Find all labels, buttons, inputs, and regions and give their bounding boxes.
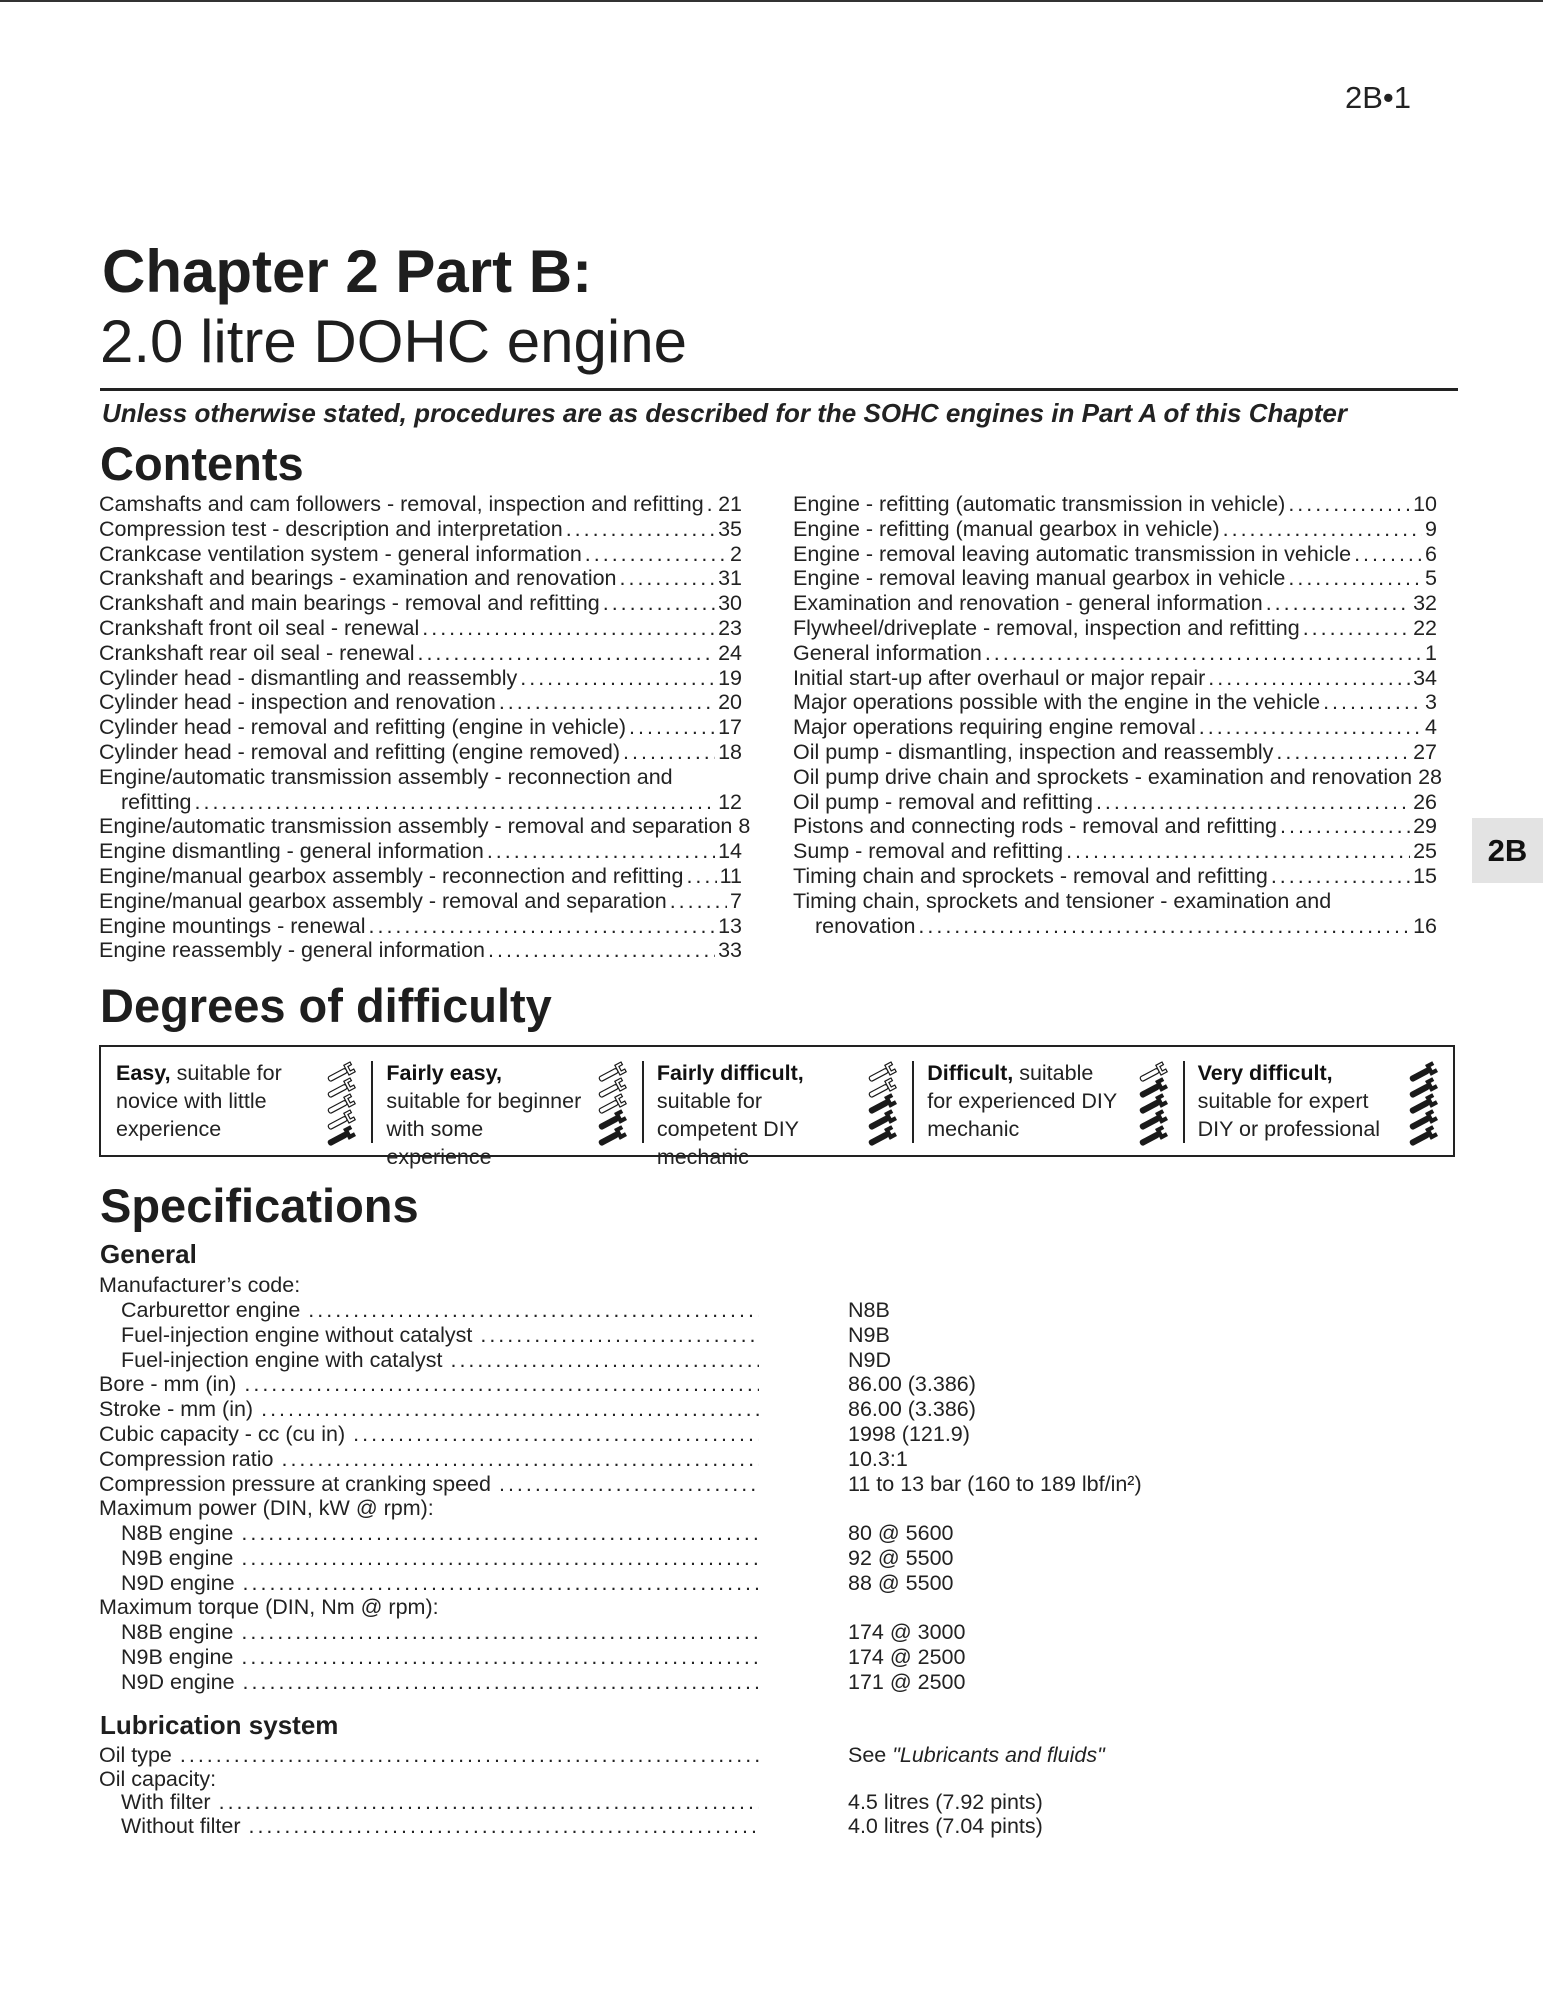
- toc-entry-text: Major operations requiring engine removal: [793, 715, 1196, 740]
- spec-value: 86.00 (3.386): [848, 1372, 976, 1396]
- spec-label: N9B engine: [121, 1546, 234, 1570]
- toc-entry: [793, 690, 1437, 715]
- toc-entry-text: Engine/automatic transmission assembly - removal and separation: [99, 814, 733, 839]
- toc-page-number: 5: [1425, 566, 1437, 591]
- toc-page-number: 9: [1425, 516, 1437, 541]
- dot-leader: [1066, 839, 1410, 864]
- toc-entry-continuation: [99, 790, 742, 815]
- dot-leader: [1323, 690, 1422, 715]
- toc-entry-text: renovation: [815, 913, 916, 938]
- toc-entry: [99, 591, 742, 616]
- spec-value: 92 @ 5500: [848, 1546, 954, 1570]
- toc-entry-text: Oil pump - dismantling, inspection and reassembly: [793, 739, 1274, 764]
- toc-entry: [793, 764, 1442, 790]
- difficulty-level-description: suitable for novice with little experience: [116, 1061, 282, 1141]
- dot-leader: [487, 839, 715, 864]
- toc-entry: Timing chain, sprockets and tensioner - examination and: [793, 888, 1332, 913]
- spec-compression-ratio: [99, 1447, 759, 1472]
- spanner-rating-icon: [594, 1061, 628, 1147]
- toc-entry: [99, 914, 742, 939]
- difficulty-level-description: suitable for beginner with some experience: [386, 1089, 582, 1169]
- dot-leader: [603, 591, 715, 616]
- contents-list-left: [99, 492, 751, 963]
- toc-page-number: 26: [1413, 789, 1437, 814]
- toc-entry: [99, 666, 742, 691]
- specifications-heading: Specifications: [100, 1179, 419, 1232]
- toc-page-number: 33: [718, 938, 742, 963]
- toc-entry: [99, 938, 742, 963]
- dot-leader: [670, 889, 727, 914]
- toc-entry: [99, 517, 742, 542]
- toc-page-number: 7: [730, 888, 742, 913]
- spec-with-filter: [121, 1790, 759, 1815]
- toc-entry: [99, 566, 742, 591]
- toc-entry: [793, 715, 1437, 740]
- spanner-rating-icon: [323, 1061, 357, 1147]
- spec-value: 80 @ 5600: [848, 1521, 954, 1545]
- toc-page-number: 24: [718, 640, 742, 665]
- difficulty-level: [371, 1047, 641, 1169]
- spec-value: N9B: [848, 1323, 890, 1347]
- toc-entry: [793, 616, 1437, 641]
- spec-oil-capacity: [99, 1767, 759, 1792]
- dot-leader: [1276, 740, 1410, 765]
- toc-entry: [99, 864, 742, 889]
- spec-cubic-capacity: [99, 1422, 759, 1447]
- spec-label: Manufacturer’s code:: [99, 1273, 301, 1297]
- dot-leader: [1288, 566, 1422, 591]
- dot-leader: [629, 715, 715, 740]
- toc-page-number: 1: [1425, 640, 1437, 665]
- difficulty-heading: Degrees of difficulty: [100, 979, 552, 1032]
- dot-leader: [585, 542, 727, 567]
- spec-fi-without-catalyst: [121, 1323, 759, 1348]
- dot-leader: [1280, 814, 1410, 839]
- toc-entry: [793, 740, 1437, 765]
- spec-label: Carburettor engine: [121, 1298, 301, 1322]
- toc-entry: [99, 740, 742, 765]
- toc-entry-text: Camshafts and cam followers - removal, inspection and refitting: [99, 492, 704, 516]
- spec-bore: [99, 1372, 759, 1397]
- toc-page-number: 29: [1413, 814, 1437, 839]
- spec-value-prefix: See: [848, 1743, 893, 1767]
- difficulty-level-name: Fairly easy,: [386, 1061, 502, 1085]
- page-number: 2B•1: [1344, 80, 1411, 115]
- toc-entry: [99, 492, 742, 517]
- toc-entry-text: Engine - removal leaving automatic transmission in vehicle: [793, 541, 1352, 566]
- dot-leader: [620, 566, 716, 591]
- toc-page-number: 31: [718, 566, 742, 591]
- toc-page-number: 19: [718, 665, 742, 690]
- difficulty-level-description: suitable for competent DIY mechanic: [656, 1089, 799, 1169]
- toc-entry: [793, 666, 1437, 691]
- difficulty-level: [912, 1047, 1182, 1155]
- spanner-rating-icon: [1135, 1061, 1169, 1147]
- toc-page-number: 34: [1413, 665, 1437, 690]
- toc-entry-text: Engine - removal leaving manual gearbox in vehicle: [793, 566, 1286, 591]
- lubrication-heading: Lubrication system: [100, 1710, 339, 1740]
- toc-entry-text: Timing chain and sprockets - removal and refitting: [793, 863, 1268, 888]
- spec-value-reference: "Lubricants and fluids": [892, 1743, 1105, 1767]
- toc-page-number: 13: [718, 913, 742, 938]
- toc-entry-text: Pistons and connecting rods - removal and refitting: [793, 814, 1278, 839]
- toc-entry: [99, 715, 742, 740]
- toc-entry-text: Flywheel/driveplate - removal, inspection and refitting: [793, 615, 1300, 640]
- spec-value: 174 @ 2500: [848, 1645, 966, 1669]
- dot-leader: [1223, 517, 1422, 542]
- dot-leader: [422, 616, 715, 641]
- spec-label: N8B engine: [121, 1521, 234, 1545]
- toc-page-number: 32: [1413, 591, 1437, 616]
- spec-label: Fuel-injection engine without catalyst: [121, 1323, 473, 1347]
- toc-entry-text: Engine/manual gearbox assembly - reconnection and refitting: [99, 863, 684, 888]
- spec-value: 88 @ 5500: [848, 1571, 954, 1595]
- spec-label: N8B engine: [121, 1620, 234, 1644]
- spec-label: Compression ratio: [99, 1447, 274, 1471]
- dot-leader: [488, 938, 715, 963]
- toc-entry-text: General information: [793, 640, 982, 665]
- dot-leader: [1288, 492, 1410, 517]
- toc-entry-text: Cylinder head - removal and refitting (engine in vehicle): [99, 715, 627, 740]
- toc-entry-text: Cylinder head - dismantling and reassembly: [99, 665, 518, 690]
- spec-power-n9b: [121, 1546, 759, 1571]
- contents-list-right: [793, 492, 1442, 938]
- dot-leader: [1354, 542, 1422, 567]
- dot-leader: [1199, 715, 1422, 740]
- spec-label: With filter: [121, 1790, 211, 1814]
- toc-entry-text: Engine mountings - renewal: [99, 913, 366, 938]
- toc-entry: [99, 690, 742, 715]
- spec-label: Without filter: [121, 1814, 241, 1838]
- toc-page-number: 6: [1425, 541, 1437, 566]
- toc-entry-text: Crankcase ventilation system - general information: [99, 541, 582, 566]
- spec-value: [848, 1743, 1105, 1768]
- difficulty-level-name: Easy,: [116, 1061, 171, 1085]
- dot-leader: [686, 864, 716, 889]
- spec-value: 86.00 (3.386): [848, 1397, 976, 1421]
- spec-value: 11 to 13 bar (160 to 189 lbf/in²): [848, 1472, 1142, 1496]
- spec-carburettor-engine: [121, 1298, 759, 1323]
- difficulty-scale: [99, 1045, 1455, 1169]
- spec-label: Compression pressure at cranking speed: [99, 1472, 491, 1496]
- toc-entry: [793, 542, 1437, 567]
- spec-without-filter: [121, 1814, 759, 1839]
- toc-page-number: 4: [1425, 715, 1437, 740]
- spec-maximum-power: [99, 1496, 759, 1521]
- toc-entry: [793, 591, 1437, 616]
- intro-note: Unless otherwise stated, procedures are as described for the SOHC engines in Part A of this Chapter: [102, 398, 1347, 428]
- spec-value: N9D: [848, 1348, 892, 1372]
- toc-entry-text: Crankshaft rear oil seal - renewal: [99, 640, 415, 665]
- spec-value: 174 @ 3000: [848, 1620, 966, 1644]
- spec-label: Maximum torque (DIN, Nm @ rpm):: [99, 1595, 439, 1619]
- toc-entry-continuation: [793, 914, 1437, 939]
- toc-entry: [99, 641, 742, 666]
- toc-entry-text: Examination and renovation - general information: [793, 591, 1263, 616]
- toc-page-number: 30: [718, 591, 742, 616]
- dot-leader: [918, 914, 1410, 939]
- spec-power-n9d: [121, 1571, 759, 1596]
- toc-entry: [793, 566, 1437, 591]
- toc-page-number: 18: [718, 739, 742, 764]
- spec-torque-n9b: [121, 1645, 759, 1670]
- toc-entry: [793, 790, 1437, 815]
- toc-page-number: 23: [718, 615, 742, 640]
- spec-fi-with-catalyst: [121, 1348, 759, 1373]
- toc-entry: [99, 616, 742, 641]
- toc-entry-text: Engine reassembly - general information: [99, 938, 486, 963]
- toc-page-number: 2: [730, 541, 742, 566]
- toc-entry-text: Oil pump - removal and refitting: [793, 789, 1093, 814]
- toc-entry-text: Engine/manual gearbox assembly - removal and separation: [99, 888, 667, 913]
- toc-page-number: 27: [1413, 739, 1437, 764]
- chapter-side-tab: 2B: [1472, 818, 1543, 883]
- spec-torque-n9d: [121, 1670, 759, 1695]
- dot-leader: [369, 914, 716, 939]
- dot-leader: [1271, 864, 1410, 889]
- toc-entry-text: Engine dismantling - general information: [99, 839, 484, 864]
- spec-label: Cubic capacity - cc (cu in): [99, 1422, 346, 1446]
- spec-compression-pressure: [99, 1472, 759, 1497]
- toc-entry: [793, 839, 1437, 864]
- spec-value: N8B: [848, 1298, 890, 1322]
- general-heading: General: [100, 1239, 197, 1269]
- toc-entry-text: Crankshaft and bearings - examination and renovation: [99, 566, 617, 591]
- difficulty-level-name: Fairly difficult,: [656, 1061, 804, 1085]
- dot-leader: [707, 492, 715, 517]
- toc-page-number: 21: [718, 492, 742, 516]
- spec-label: Stroke - mm (in): [99, 1397, 254, 1421]
- spec-label: N9D engine: [121, 1571, 235, 1595]
- dot-leader: [623, 740, 715, 765]
- difficulty-level-description: suitable for experienced DIY mechanic: [927, 1061, 1117, 1141]
- toc-page-number: 15: [1413, 863, 1437, 888]
- spec-label: N9D engine: [121, 1670, 235, 1694]
- spec-label: Fuel-injection engine with catalyst: [121, 1348, 443, 1372]
- toc-page-number: 17: [718, 715, 742, 740]
- toc-entry: [99, 814, 751, 839]
- difficulty-level: [1183, 1047, 1453, 1155]
- top-rule: [0, 0, 1543, 2]
- spec-value: 10.3:1: [848, 1447, 908, 1471]
- spec-label: Maximum power (DIN, kW @ rpm):: [99, 1496, 434, 1520]
- spec-value: 171 @ 2500: [848, 1670, 966, 1694]
- toc-entry: [793, 814, 1437, 839]
- toc-entry: [793, 492, 1437, 517]
- difficulty-level: [101, 1047, 371, 1155]
- spec-label: Oil capacity:: [99, 1767, 217, 1791]
- toc-page-number: 12: [718, 789, 742, 814]
- toc-page-number: 20: [718, 690, 742, 715]
- dot-leader: [1096, 790, 1410, 815]
- spec-stroke: [99, 1397, 759, 1422]
- toc-entry: Engine/automatic transmission assembly - reconnection and: [99, 764, 673, 789]
- dot-leader: [566, 517, 715, 542]
- toc-entry-text: Compression test - description and interpretation: [99, 516, 563, 541]
- dot-leader: [1266, 591, 1410, 616]
- toc-entry-text: Major operations possible with the engine in the vehicle: [793, 690, 1321, 715]
- difficulty-level-name: Difficult,: [927, 1061, 1014, 1085]
- difficulty-level-name: Very difficult,: [1197, 1061, 1333, 1085]
- spec-maximum-torque: [99, 1595, 759, 1620]
- toc-entry-text: Crankshaft front oil seal - renewal: [99, 615, 420, 640]
- spanner-rating-icon: [1405, 1061, 1439, 1147]
- toc-entry-text: Cylinder head - inspection and renovation: [99, 690, 496, 715]
- dot-leader: [417, 641, 715, 666]
- spec-power-n8b: [121, 1521, 759, 1546]
- toc-page-number: 22: [1413, 615, 1437, 640]
- toc-entry: [99, 542, 742, 567]
- spec-label: N9B engine: [121, 1645, 234, 1669]
- title-rule: [100, 388, 1458, 391]
- toc-page-number: 14: [718, 839, 742, 864]
- toc-entry-text: Sump - removal and refitting: [793, 839, 1064, 864]
- difficulty-level: [642, 1047, 912, 1169]
- toc-entry-text: refitting: [121, 789, 192, 814]
- dot-leader: [985, 641, 1422, 666]
- chapter-title: Chapter 2 Part B:: [102, 238, 593, 305]
- dot-leader: [499, 690, 715, 715]
- dot-leader: [1303, 616, 1410, 641]
- dot-leader: [520, 666, 715, 691]
- toc-entry-text: Engine - refitting (automatic transmission in vehicle): [793, 492, 1286, 516]
- toc-page-number: 35: [718, 516, 742, 541]
- toc-entry-text: Crankshaft and main bearings - removal and refitting: [99, 591, 600, 616]
- spec-label: Oil type: [99, 1743, 172, 1767]
- spec-label: Bore - mm (in): [99, 1372, 237, 1396]
- toc-entry: [793, 864, 1437, 889]
- toc-entry: [793, 641, 1437, 666]
- toc-page-number: 25: [1413, 839, 1437, 864]
- toc-page-number: 8: [738, 814, 751, 839]
- contents-heading: Contents: [100, 437, 304, 490]
- toc-entry: [99, 839, 742, 864]
- spec-torque-n8b: [121, 1620, 759, 1645]
- spec-value: 1998 (121.9): [848, 1422, 970, 1446]
- toc-page-number: 11: [719, 863, 742, 888]
- spanner-rating-icon: [864, 1061, 898, 1147]
- toc-entry: [793, 517, 1437, 542]
- spec-manufacturers-code: [99, 1273, 759, 1298]
- toc-page-number: 28: [1418, 764, 1442, 789]
- toc-entry-text: Engine - refitting (manual gearbox in vehicle): [793, 516, 1220, 541]
- chapter-subtitle: 2.0 litre DOHC engine: [100, 308, 687, 375]
- toc-page-number: 3: [1425, 690, 1437, 715]
- toc-entry-text: Initial start-up after overhaul or major repair: [793, 665, 1206, 690]
- toc-entry: [99, 889, 742, 914]
- spec-oil-type: [99, 1743, 759, 1768]
- toc-entry-text: Cylinder head - removal and refitting (engine removed): [99, 739, 621, 764]
- dot-leader: [1208, 666, 1410, 691]
- spec-value: 4.0 litres (7.04 pints): [848, 1814, 1043, 1838]
- spec-value: 4.5 litres (7.92 pints): [848, 1790, 1043, 1814]
- toc-page-number: 16: [1413, 913, 1437, 938]
- toc-entry-text: Oil pump drive chain and sprockets - examination and renovation: [793, 764, 1413, 789]
- dot-leader: [195, 790, 716, 815]
- difficulty-level-description: suitable for expert DIY or professional: [1197, 1089, 1381, 1141]
- toc-page-number: 10: [1413, 492, 1437, 516]
